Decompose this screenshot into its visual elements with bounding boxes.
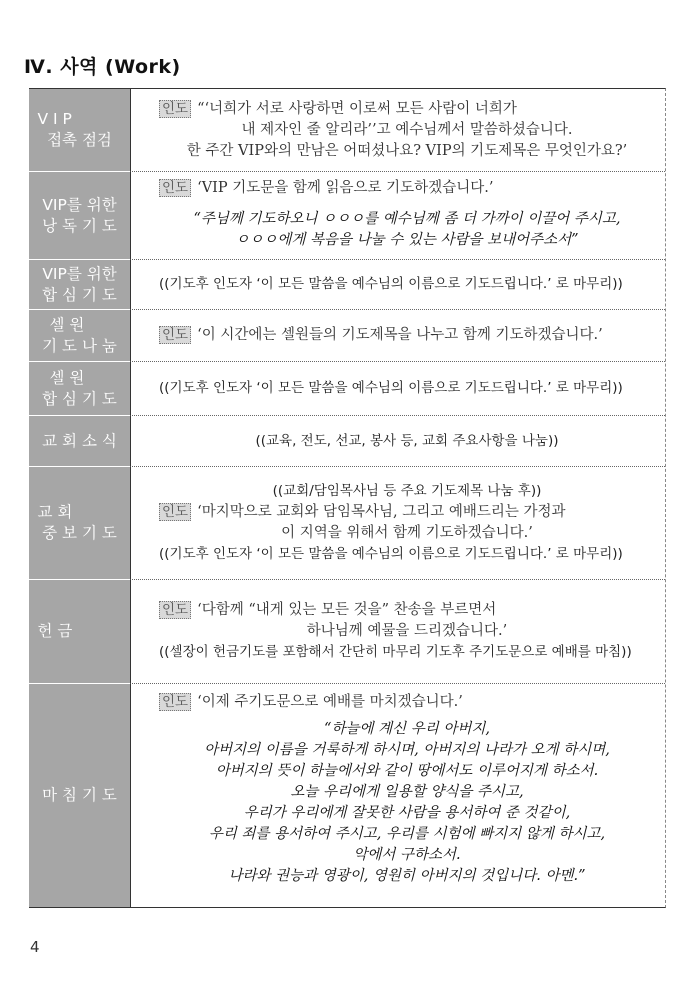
leader-tag: 인도 — [159, 601, 191, 619]
worship-order-table — [29, 88, 666, 908]
row-label-line: V I P — [37, 110, 72, 128]
table-row-cell-unison-prayer — [29, 361, 665, 415]
content-line: ((기도후 인도자 ‘이 모든 말씀을 예수님의 이름으로 기도드립니다.’ 로 마무리)) — [159, 276, 623, 292]
row-label-line: VIP를 위한 — [42, 195, 117, 214]
row-label — [29, 89, 130, 171]
leader-tag: 인도 — [159, 326, 191, 344]
table-row-vip-contact — [29, 89, 665, 171]
row-label-line: 중 보 기 도 — [42, 524, 117, 542]
row-label-line: 교 회 — [37, 503, 73, 521]
row-content — [130, 361, 665, 415]
prayer-line: 나라와 권능과 영광이, 영원히 아버지의 것입니다. 아멘.” — [228, 868, 586, 884]
content-line: ‘마지막으로 교회와 담임목사님, 그리고 예배드리는 가정과 — [197, 504, 566, 520]
table-row-vip-unison-prayer — [29, 259, 665, 309]
row-content — [130, 259, 665, 309]
row-label-line: VIP를 위한 — [42, 264, 117, 283]
prayer-line: 우리 죄를 용서하여 주시고, 우리를 시험에 빠지지 않게 하시고, — [208, 826, 606, 842]
leader-tag: 인도 — [159, 100, 191, 118]
prayer-line: “주님께 기도하오니 ㅇㅇㅇ를 예수님께 좀 더 가까이 이끌어 주시고, — [193, 211, 621, 227]
content-line: ((교육, 전도, 선교, 봉사 등, 교회 주요사항을 나눔)) — [255, 432, 559, 449]
row-label-line: 합 심 기 도 — [42, 389, 117, 408]
content-line: 하나님께 예물을 드리겠습니다.’ — [306, 623, 508, 639]
row-label — [29, 309, 130, 361]
page-number: 4 — [30, 938, 40, 956]
row-content — [130, 415, 665, 466]
prayer-line: 아버지의 이름을 거룩하게 하시며, 아버지의 나라가 오게 하시며, — [204, 742, 610, 758]
content-line: “‘너희가 서로 사랑하면 이로써 모든 사람이 너희가 — [197, 100, 517, 117]
table-row-vip-reading-prayer — [29, 171, 665, 259]
content-line: 이 지역을 위해서 함께 기도하겠습니다.’ — [281, 525, 533, 541]
row-label-line: 셀 원 — [49, 368, 85, 387]
row-label — [29, 415, 130, 466]
leader-tag: 인도 — [159, 503, 191, 521]
content-line: ((교회/담임목사님 등 주요 기도제목 나눔 후)) — [272, 483, 542, 499]
table-row-church-intercession — [29, 466, 665, 579]
row-label-line: 기 도 나 눔 — [42, 336, 117, 355]
content-line: ‘이 시간에는 셀원들의 기도제목을 나누고 함께 기도하겠습니다.’ — [197, 327, 603, 343]
prayer-line: “하늘에 계신 우리 아버지, — [324, 721, 490, 737]
table-row-church-news — [29, 415, 665, 466]
table-row-cell-prayer-sharing — [29, 309, 665, 361]
row-label — [29, 579, 130, 683]
row-label — [29, 466, 130, 579]
prayer-line: 오늘 우리에게 일용할 양식을 주시고, — [290, 784, 524, 800]
row-label — [29, 171, 130, 259]
content-line: ‘VIP 기도문을 함께 읽음으로 기도하겠습니다.’ — [197, 180, 494, 196]
prayer-line: 악에서 구하소서. — [353, 847, 461, 863]
leader-tag: 인도 — [159, 693, 191, 711]
section-title: Ⅳ. 사역 (Work) — [24, 56, 181, 78]
prayer-line: 우리가 우리에게 잘못한 사람을 용서하여 준 것같이, — [243, 805, 571, 821]
content-line: ((셀장이 헌금기도를 포함해서 간단히 마무리 기도후 주기도문으로 예배를 마침)) — [159, 644, 632, 660]
row-label-line: 셀 원 — [49, 315, 85, 334]
row-content — [130, 579, 665, 683]
row-content — [130, 309, 665, 361]
content-line: ‘다함께 “내게 있는 모든 것을” 찬송을 부르면서 — [197, 602, 497, 618]
row-label-line: 낭 독 기 도 — [42, 216, 117, 235]
row-label-line: 교 회 소 식 — [42, 431, 117, 450]
prayer-line: 아버지의 뜻이 하늘에서와 같이 땅에서도 이루어지게 하소서. — [215, 763, 599, 779]
prayer-line: ㅇㅇㅇ에게 복음을 나눌 수 있는 사람을 보내어주소서” — [235, 232, 579, 248]
row-content — [130, 89, 665, 171]
row-label-line: 마 침 기 도 — [42, 786, 117, 804]
content-line: 한 주간 VIP와의 만남은 어떠셨나요? VIP의 기도제목은 무엇인가요?’ — [186, 142, 628, 159]
table-row-closing-prayer — [29, 683, 665, 907]
table-row-offering — [29, 579, 665, 683]
row-content — [130, 466, 665, 579]
row-content — [130, 683, 665, 907]
row-label-line: 헌 금 — [37, 622, 73, 640]
content-line: ((기도후 인도자 ‘이 모든 말씀을 예수님의 이름으로 기도드립니다.’ 로 마무리)) — [159, 546, 623, 562]
row-label — [29, 683, 130, 907]
row-label-line: 합 심 기 도 — [42, 285, 117, 304]
row-label-line: 접촉 점검 — [47, 131, 112, 149]
row-content — [130, 171, 665, 259]
row-label — [29, 259, 130, 309]
leader-tag: 인도 — [159, 179, 191, 197]
row-label — [29, 361, 130, 415]
content-line: 내 제자인 줄 알리라’’고 예수님께서 말씀하셨습니다. — [241, 121, 573, 138]
content-line: ‘이제 주기도문으로 예배를 마치겠습니다.’ — [197, 694, 463, 710]
content-line: ((기도후 인도자 ‘이 모든 말씀을 예수님의 이름으로 기도드립니다.’ 로 마무리)) — [159, 380, 623, 396]
